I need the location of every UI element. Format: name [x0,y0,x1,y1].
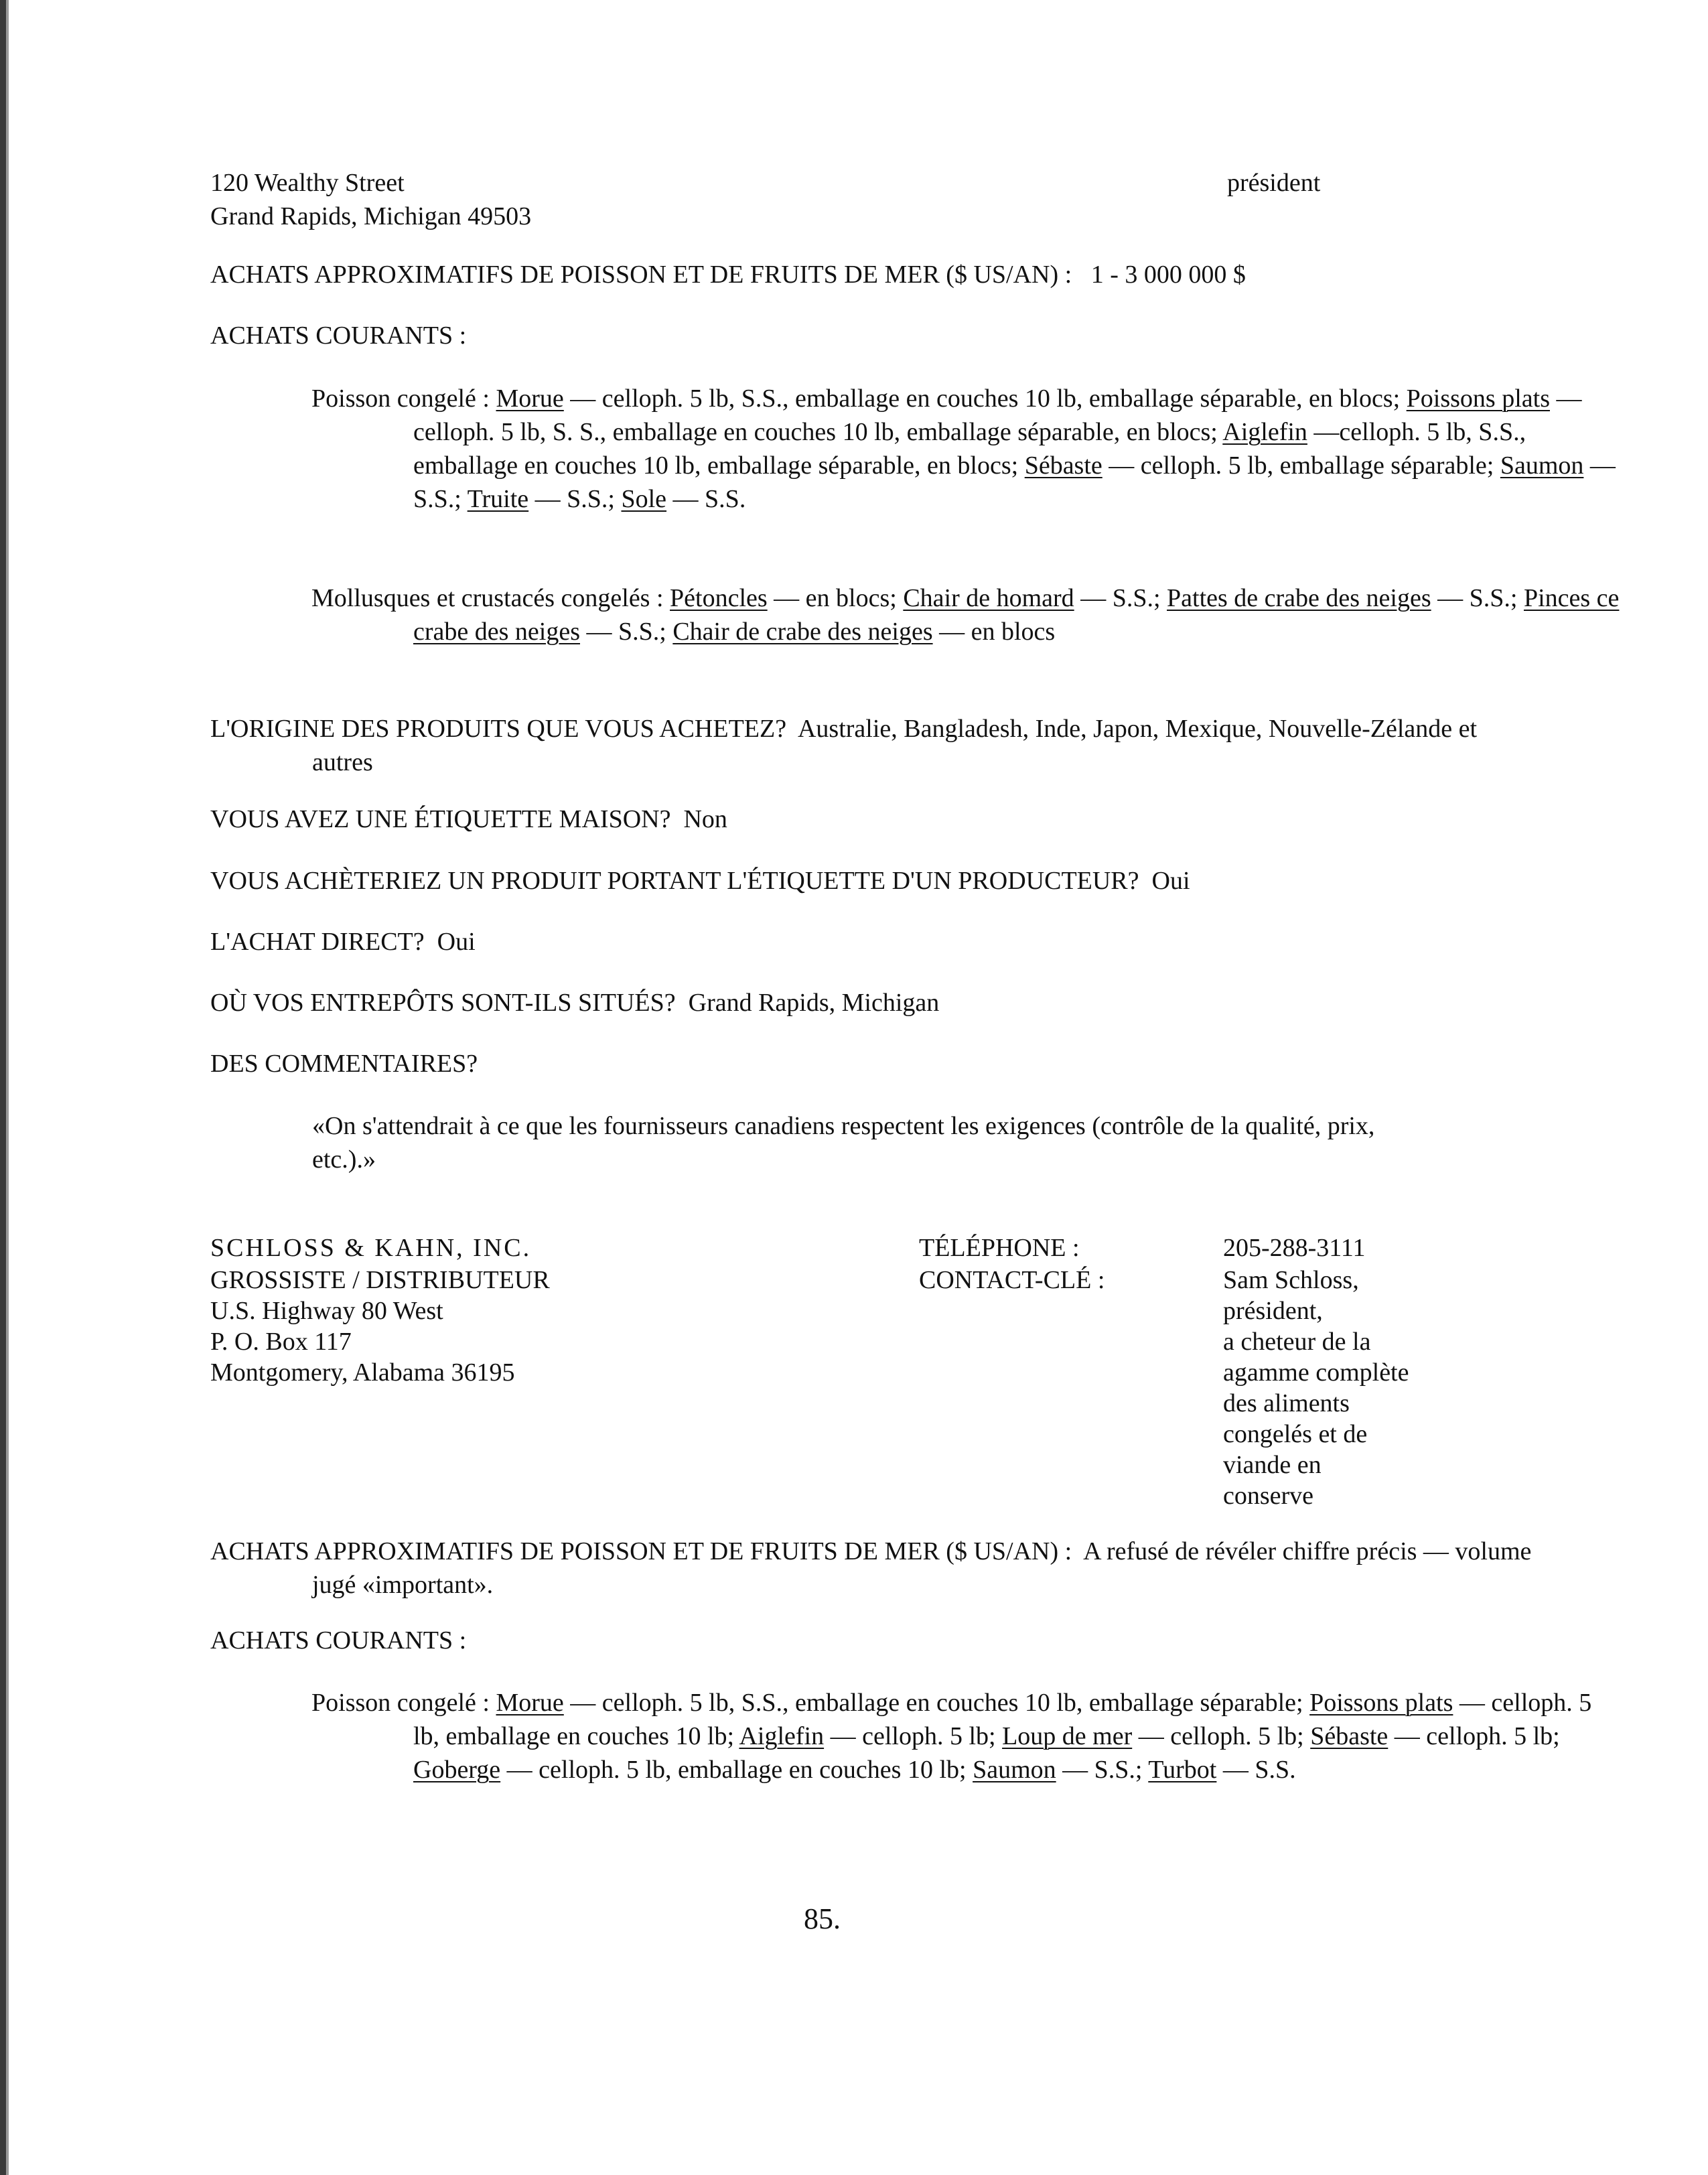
species-detail: — celloph. 5 lb, S.S., emballage en couches 10 lb, emballage séparable, en blocs; [563,384,1407,413]
prev-origin [210,712,1538,779]
prev-origin-value: Australie, Bangladesh, Inde, Japon, Mexique, Nouvelle-Zélande et autres [312,715,1478,776]
prev-house-label-question: VOUS AVEZ UNE ÉTIQUETTE MAISON? [210,805,671,833]
prev-origin-label: L'ORIGINE DES PRODUITS QUE VOUS ACHETEZ? [210,715,787,743]
company-address-line2: P. O. Box 117 [210,1328,352,1356]
prev-purchases [210,258,1483,291]
entry-purchases [210,1535,1538,1602]
prev-house-label-answer: Non [683,805,727,833]
species-detail: — celloph. 5 lb; [1388,1722,1560,1750]
species-name: Aiglefin [739,1722,825,1750]
company-address-line1: U.S. Highway 80 West [210,1297,443,1325]
species-name: Pattes de crabe des neiges [1167,584,1431,612]
entry-purchases-value: A refusé de révéler chiffre précis — volume jugé «important». [312,1537,1532,1599]
prev-frozen-fish-label: Poisson congelé : [311,384,490,413]
prev-frozen-fish-list [413,384,1616,513]
prev-comment: «On s'attendrait à ce que les fournisseurs canadiens respectent les exigences (contrôle de la qualité, prix, etc.).» [312,1112,1375,1174]
species-detail: — S.S.; [413,451,1616,513]
scan-edge-shadow [6,0,9,2175]
prev-direct-question: L'ACHAT DIRECT? [210,928,425,956]
prev-producer-label-answer: Oui [1151,867,1190,895]
species-detail: — S.S.; [528,485,622,513]
species-detail: — S.S.; [580,618,673,646]
species-name: Sébaste [1024,451,1102,480]
prev-contact-title: président [1227,169,1321,197]
prev-address-line1: 120 Wealthy Street [210,169,405,197]
entry-purchases-label: ACHATS APPROXIMATIFS DE POISSON ET DE FRUITS DE MER ($ US/AN) : [210,1537,1072,1565]
prev-frozen-fish [210,382,1619,516]
entry-frozen-fish-list [413,1689,1591,1784]
species-name: Chair de homard [903,584,1074,612]
page-number: 85. [804,1902,841,1935]
species-name: Pétoncles [670,584,768,612]
species-name: Goberge [413,1756,501,1784]
prev-shellfish [210,581,1639,648]
prev-direct [210,925,476,959]
species-detail: — celloph. 5 lb, emballage en couches 10 lb; [500,1756,973,1784]
entry-header [210,1231,550,1388]
prev-purchases-label: ACHATS APPROXIMATIFS DE POISSON ET DE FRUITS DE MER ($ US/AN) : [210,261,1072,289]
contact-line: Sam Schloss, [1223,1266,1359,1294]
contact-person [1223,1265,1451,1511]
contact-label: CONTACT-CLÉ : [919,1266,1105,1294]
species-name: Saumon [973,1756,1056,1784]
species-name: Loup de mer [1002,1722,1133,1750]
prev-producer-label-question: VOUS ACHÈTERIEZ UN PRODUIT PORTANT L'ÉTIQUETTE D'UN PRODUCTEUR? [210,867,1139,895]
species-name: Truite [467,485,529,513]
species-name: Poissons plats [1309,1689,1453,1717]
phone-label: TÉLÉPHONE : [919,1234,1080,1262]
prev-purchases-value: 1 - 3 000 000 $ [1090,261,1246,289]
entry-current-label: ACHATS COURANTS : [210,1626,467,1655]
species-name: Poissons plats [1406,384,1550,413]
species-name: Chair de crabe des neiges [672,618,933,646]
species-name: Aiglefin [1222,418,1307,446]
contact-line: viande en [1223,1451,1322,1479]
contact-line: agamme complète [1223,1358,1409,1387]
contact-line: président, [1223,1297,1323,1325]
species-detail: — celloph. 5 lb, S.S., emballage en couches 10 lb, emballage séparable; [563,1689,1310,1717]
prev-direct-answer: Oui [437,928,476,956]
species-detail: — en blocs; [767,584,904,612]
contact-values [1223,1231,1451,1511]
prev-house-label [210,802,727,836]
species-detail: — en blocs [932,618,1056,646]
species-name: Turbot [1148,1756,1217,1784]
phone-number: 205-288-3111 [1223,1234,1366,1262]
prev-producer-label [210,864,1190,898]
company-name: SCHLOSS & KAHN, INC. [210,1234,532,1262]
company-address-line3: Montgomery, Alabama 36195 [210,1358,515,1387]
company-type: GROSSISTE / DISTRIBUTEUR [210,1266,550,1294]
species-name: Saumon [1500,451,1584,480]
prev-current-label: ACHATS COURANTS : [210,322,467,350]
species-name: Sébaste [1310,1722,1389,1750]
contact-labels [919,1231,1105,1295]
species-name: Sole [621,485,667,513]
entry-frozen-fish-label: Poisson congelé : [311,1689,490,1717]
contact-line: a cheteur de la [1223,1328,1371,1356]
species-name: Morue [496,384,564,413]
species-detail: —celloph. 5 lb, S.S., emballage en couches 10 lb, emballage séparable, en blocs; [413,418,1526,480]
species-detail: — S.S.; [1074,584,1167,612]
species-detail: — S.S.; [1056,1756,1149,1784]
contact-line: congelés et de [1223,1420,1368,1448]
species-detail: — celloph. 5 lb, emballage en couches 10 lb; [413,1689,1592,1750]
prev-warehouse-answer: Grand Rapids, Michigan [688,989,940,1017]
species-name: Morue [496,1689,564,1717]
contact-line: conserve [1223,1482,1314,1510]
prev-address [210,166,531,233]
species-detail: — celloph. 5 lb, emballage séparable; [1102,451,1500,480]
species-detail: — S.S.; [1431,584,1524,612]
prev-warehouse [210,986,939,1020]
contact-line: des aliments [1223,1389,1350,1417]
species-detail: — celloph. 5 lb; [1132,1722,1311,1750]
prev-shellfish-label: Mollusques et crustacés congelés : [311,584,664,612]
species-name: Pinces ce crabe des neiges [413,584,1620,646]
species-detail: — celloph. 5 lb, S. S., emballage en couches 10 lb, emballage séparable, en blocs; [413,384,1582,446]
prev-warehouse-question: OÙ VOS ENTREPÔTS SONT-ILS SITUÉS? [210,989,676,1017]
prev-address-line2: Grand Rapids, Michigan 49503 [210,202,532,230]
scan-edge [0,0,6,2175]
species-detail: — celloph. 5 lb; [824,1722,1003,1750]
species-detail: — S.S. [666,485,746,513]
prev-comments-label: DES COMMENTAIRES? [210,1050,478,1078]
species-detail: — S.S. [1216,1756,1296,1784]
entry-frozen-fish [210,1686,1619,1786]
